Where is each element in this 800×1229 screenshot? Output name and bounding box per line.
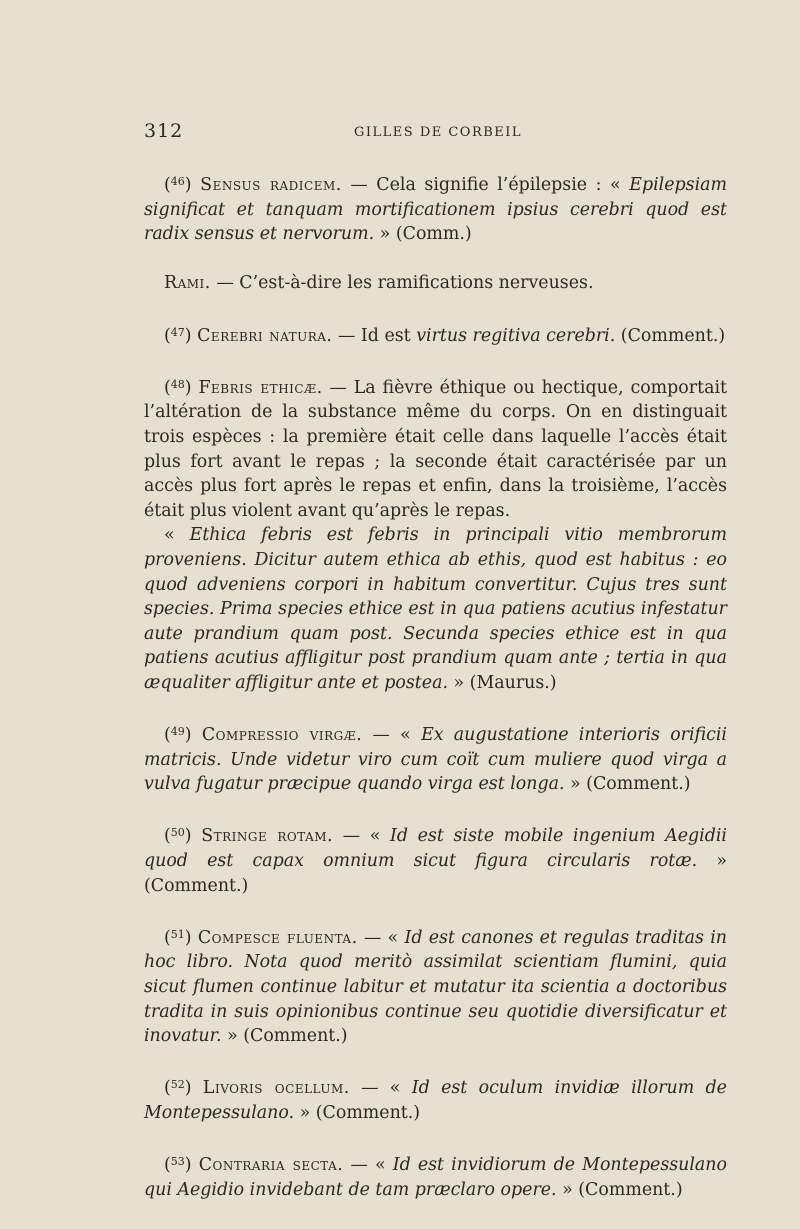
- footnote-number: 47: [170, 325, 185, 339]
- note-heading: Rami.: [164, 273, 211, 294]
- note-source: » (Comment.): [144, 851, 727, 896]
- running-title: GILLES DE CORBEIL: [354, 125, 523, 140]
- note-rami: [144, 271, 727, 296]
- note-text: — «: [349, 1078, 412, 1099]
- notes-body: [144, 170, 727, 1227]
- footnote-number: 51: [170, 927, 185, 941]
- note-heading: Sensus radicem.: [200, 175, 342, 195]
- note-46: ($^{46}$) Sensus radicem. — Cela signifie l’épilepsie : « Epilepsiam significat et tanquam mortificationem ipsius cerebri quod est radix sensus et nervorum. » (Comm.): [144, 175, 727, 245]
- note-heading: Compesce fluenta.: [197, 927, 358, 948]
- note-quote: Ex augustatione interioris orificii matricis. Unde videtur viro cum coït cum muliere quod virga a vulva fugatur præcipue quando virga est longa.: [144, 725, 727, 795]
- note-text: — Cela signifie l’épilepsie : «: [341, 175, 630, 195]
- footnote-number: 49: [170, 725, 185, 739]
- note-52: ($^{52}$) Livoris ocellum. — « Id est oculum invidiæ illorum de Montepessulano. » (Comment.): [144, 1078, 727, 1123]
- note-50: ($^{50}$) Stringe rotam. — « Id est siste mobile ingenium Aegidii quod est capax omnium sicut figura circularis rotæ. » (Comment.): [144, 826, 727, 896]
- note-heading: Livoris ocellum.: [202, 1078, 350, 1099]
- note-text: — C’est-à-dire les ramifications nerveuses.: [210, 273, 594, 294]
- note-47: ($^{47}$) Cerebri natura. — Id est virtus regitiva cerebri. (Comment.): [164, 325, 726, 346]
- note-source: » (Comment.): [221, 1026, 348, 1047]
- note-heading: Febris ethicæ.: [198, 377, 323, 398]
- note-quote: Id est oculum invidiæ illorum de Montepessulano.: [144, 1078, 727, 1123]
- note-source: » (Comment.): [564, 774, 691, 795]
- note-heading: Contraria secta.: [198, 1155, 344, 1176]
- note-text: — «: [362, 725, 422, 746]
- note-heading: Stringe rotam.: [201, 826, 334, 847]
- note-heading: Cerebri natura.: [197, 325, 333, 346]
- note-51: ($^{51}$) Compesce fluenta. — « Id est canones et regulas traditas in hoc libro. Nota quod meritò assimilat scientiam flumini, quia sicut flumen continue labitur et mutatur ita scientia a doctoribus tradita in suis opinionibus continue seu quotidie diversificatur et inovatur. » (Comment.): [144, 927, 727, 1047]
- note-source: » (Comm.): [374, 224, 472, 245]
- note-text: — La fièvre éthique ou hectique, comportait l’altération de la substance même du corps. On en distinguait trois espèces : la première était celle dans laquelle l’accès était plus fort avant le repas ; la seconde était caractérisée par un accès plus fort après le repas et enfin, dans la troisième, l’accès était plus violent avant qu’après le repas.: [144, 377, 727, 521]
- note-text: — Id est: [332, 325, 417, 346]
- note-quote: Epilepsiam significat et tanquam mortificationem ipsius cerebri quod est radix sensus et nervorum.: [144, 175, 727, 245]
- note-source: (Comment.): [615, 325, 726, 346]
- note-text: — «: [343, 1155, 393, 1176]
- note-48-quote: [144, 523, 727, 695]
- note-quote: Id est canones et regulas traditas in hoc libro. Nota quod meritò assimilat scientiam flumini, quia sicut flumen continue labitur et mutatur ita scientia a doctoribus tradita in suis opinionibus continue seu quotidie diversificatur et inovatur.: [144, 927, 727, 1047]
- note-49: ($^{49}$) Compressio virgæ. — « Ex augustatione interioris orificii matricis. Unde videtur viro cum coït cum muliere quod virga a vulva fugatur præcipue quando virga est longa. » (Comment.): [144, 725, 727, 795]
- footnote-number: 46: [170, 175, 185, 188]
- quote-open: «: [164, 525, 190, 546]
- note-source: » (Maurus.): [447, 672, 557, 693]
- note-source: » (Comment.): [294, 1102, 421, 1123]
- note-53: ($^{53}$) Contraria secta. — « Id est invidiorum de Montepessulano qui Aegidio invidebant de tam præclaro opere. » (Comment.): [144, 1155, 727, 1200]
- page-number: 312: [144, 120, 184, 142]
- note-quote: Id est invidiorum de Montepessulano qui Aegidio invidebant de tam præclaro opere.: [144, 1155, 727, 1200]
- note-source: » (Comment.): [556, 1179, 683, 1200]
- note-heading: Compressio virgæ.: [201, 725, 363, 746]
- note-text: — «: [357, 927, 405, 948]
- note-text: — «: [333, 826, 390, 847]
- footnote-number: 48: [170, 377, 185, 391]
- footnote-number: 50: [170, 826, 185, 840]
- footnote-number: 52: [170, 1078, 185, 1092]
- note-quote: Id est siste mobile ingenium Aegidii quod est capax omnium sicut figura circularis rotæ.: [144, 826, 727, 872]
- note-quote: Ethica febris est febris in principali vitio membrorum proveniens. Dicitur autem ethica ab ethis, quod est habitus : eo quod adveniens corpori in habitum convertitur. Cujus tres sunt species. Prima species ethice est in qua patiens acutius infestatur aute prandium quam post. Secunda species ethice est in qua patiens acutius affligitur post prandium quam ante ; tertia in qua æqualiter affligitur ante et postea.: [144, 525, 727, 693]
- page-header: [144, 120, 728, 150]
- footnote-number: 53: [170, 1155, 185, 1169]
- note-48: ($^{48}$) Febris ethicæ. — La fièvre éthique ou hectique, comportait l’altération de la substance même du corps. On en distinguait trois espèces : la première était celle dans laquelle l’accès était plus fort avant le repas ; la seconde était caractérisée par un accès plus fort après le repas et enfin, dans la troisième, l’accès était plus violent avant qu’après le repas.: [144, 377, 727, 521]
- note-quote: virtus regitiva cerebri.: [416, 325, 616, 346]
